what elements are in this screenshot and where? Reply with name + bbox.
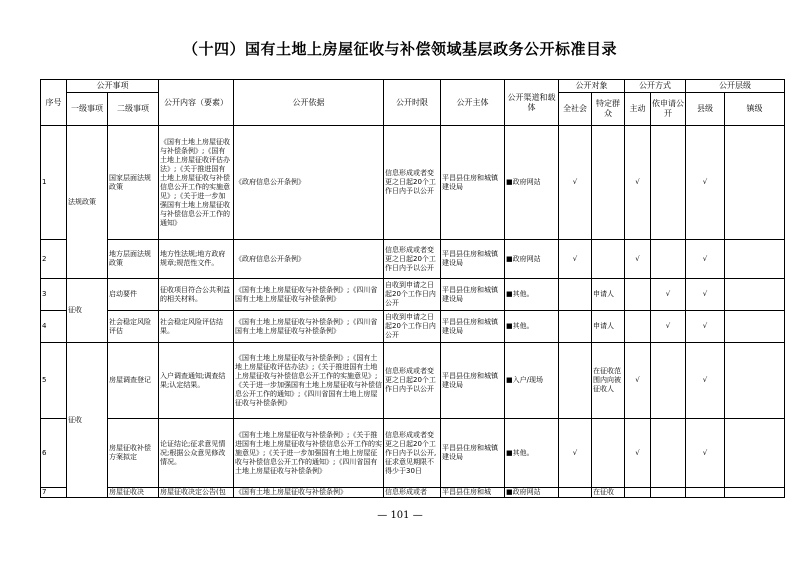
row-active bbox=[625, 279, 651, 311]
table-row bbox=[41, 279, 785, 311]
header-level1: 一级事项 bbox=[67, 93, 108, 126]
row-subject: 平昌县住房和城镇建设局 bbox=[441, 343, 505, 419]
row-time: 信息形成或者 bbox=[384, 488, 441, 498]
row-channel: ■政府网站 bbox=[505, 488, 559, 498]
table-row bbox=[41, 488, 785, 498]
page-title: （十四）国有土地上房屋征收与补偿领域基层政务公开标准目录 bbox=[182, 40, 617, 58]
header-subject: 公开主体 bbox=[441, 80, 505, 126]
row-content: 《国有土地上房屋征收与补偿条例》;《国有土地上房屋征收评估办法》;《关于推进国有土地上房屋征收与补偿信息公开工作的实施意见》;《关于进一步加强国有土地上房屋征收与补偿信息公开工作的通知》 bbox=[159, 126, 234, 240]
row-basis: 《政府信息公开条例》 bbox=[234, 126, 384, 240]
check-county: √ bbox=[686, 240, 725, 279]
group-levy-a: 征收 bbox=[67, 279, 108, 343]
row-subject: 平昌县住房和城 bbox=[441, 488, 505, 498]
row-level2: 国家层面法规政策 bbox=[108, 126, 159, 240]
header-time: 公开时限 bbox=[384, 80, 441, 126]
row-subject: 平昌县住房和城镇建设局 bbox=[441, 279, 505, 311]
header-channel: 公开渠道和载体 bbox=[505, 80, 559, 126]
row-request bbox=[651, 488, 686, 498]
row-basis: 《国有土地上房屋征收与补偿条例》 bbox=[234, 488, 384, 498]
row-content: 入户调查通知;调查结果;认定结果。 bbox=[159, 343, 234, 419]
header-active: 主动 bbox=[625, 93, 651, 126]
row-all bbox=[559, 343, 592, 419]
row-specific: 申请人 bbox=[592, 279, 625, 311]
row-basis: 《国有土地上房屋征收与补偿条例》;《关于推进国有土地上房屋征收与补偿信息公开工作的实施意见》;《关于进一步加强国有土地上房屋征收与补偿信息公开工作的通知》;《四川省国有土地上房屋征收与补偿条例》 bbox=[234, 419, 384, 488]
row-request bbox=[651, 126, 686, 240]
row-content: 征收项目符合公共利益的相关材料。 bbox=[159, 279, 234, 311]
row-request bbox=[651, 343, 686, 419]
row-time: 信息形成或者变更之日起20个工作日内予以公开,征求意见期限不得少于30日 bbox=[384, 419, 441, 488]
row-subject: 平昌县住房和城镇建设局 bbox=[441, 419, 505, 488]
group-regulation: 法规政策 bbox=[67, 126, 108, 279]
header-basis: 公开依据 bbox=[234, 80, 384, 126]
row-town bbox=[725, 343, 785, 419]
row-channel: ■其他。 bbox=[505, 419, 559, 488]
row-time: 信息形成或者变更之日起20个工作日内予以公开 bbox=[384, 343, 441, 419]
check-all: √ bbox=[559, 419, 592, 488]
row-town bbox=[725, 126, 785, 240]
row-time: 自收到申请之日起20个工作日内公开 bbox=[384, 311, 441, 343]
row-time: 信息形成或者变更之日起20个工作日内予以公开 bbox=[384, 240, 441, 279]
check-request: √ bbox=[651, 311, 686, 343]
row-town bbox=[725, 311, 785, 343]
table-row bbox=[41, 126, 785, 240]
check-all: √ bbox=[559, 240, 592, 279]
row-seq: 3 bbox=[41, 279, 67, 311]
row-request bbox=[651, 419, 686, 488]
row-specific bbox=[592, 240, 625, 279]
row-specific: 在征收范围内向被征收人 bbox=[592, 343, 625, 419]
row-seq: 2 bbox=[41, 240, 67, 279]
header-specific: 特定群众 bbox=[592, 93, 625, 126]
row-channel: ■入户/现场 bbox=[505, 343, 559, 419]
row-seq: 1 bbox=[41, 126, 67, 240]
row-active bbox=[625, 311, 651, 343]
header-target: 公开对象 bbox=[559, 80, 625, 93]
row-subject: 平昌县住房和城镇建设局 bbox=[441, 126, 505, 240]
row-subject: 平昌县住房和城镇建设局 bbox=[441, 311, 505, 343]
row-basis: 《国有土地上房屋征收与补偿条例》;《国有土地上房屋征收评估办法》;《关于推进国有土地上房屋征收与补偿信息公开工作的实施意见》;《关于进一步加强国有土地上房屋征收与补偿信息公开工作的通知》;《四川省国有土地上房屋征收与补偿条例》 bbox=[234, 343, 384, 419]
row-level2: 启动要件 bbox=[108, 279, 159, 311]
row-specific bbox=[592, 419, 625, 488]
page-number: — 101 — bbox=[377, 510, 423, 521]
check-active: √ bbox=[625, 240, 651, 279]
row-channel: ■其他。 bbox=[505, 311, 559, 343]
header-level2: 二级事项 bbox=[108, 93, 159, 126]
row-request bbox=[651, 240, 686, 279]
row-level2: 房屋调查登记 bbox=[108, 343, 159, 419]
catalog-table bbox=[40, 79, 785, 498]
row-content: 论证结论;征求意见情况;根据公众意见修改情况。 bbox=[159, 419, 234, 488]
row-specific bbox=[592, 126, 625, 240]
header-all: 全社会 bbox=[559, 93, 592, 126]
row-channel: ■政府网站 bbox=[505, 240, 559, 279]
check-active: √ bbox=[625, 126, 651, 240]
check-all: √ bbox=[559, 126, 592, 240]
row-time: 信息形成或者变更之日起20个工作日内予以公开 bbox=[384, 126, 441, 240]
header-request: 依申请公开 bbox=[651, 93, 686, 126]
check-active: √ bbox=[625, 419, 651, 488]
header-county: 县级 bbox=[686, 93, 725, 126]
header-content: 公开内容（要素） bbox=[159, 80, 234, 126]
header-items: 公开事项 bbox=[67, 80, 159, 93]
row-level2: 房屋征收决 bbox=[108, 488, 159, 498]
row-specific: 申请人 bbox=[592, 311, 625, 343]
group-levy-b: 征收 bbox=[67, 343, 108, 498]
row-active bbox=[625, 488, 651, 498]
row-level2: 地方层面法规政策 bbox=[108, 240, 159, 279]
row-seq: 5 bbox=[41, 343, 67, 419]
table-row bbox=[41, 419, 785, 488]
row-county bbox=[686, 488, 725, 498]
header-town: 镇级 bbox=[725, 93, 785, 126]
header-seq: 序号 bbox=[41, 80, 67, 126]
row-all bbox=[559, 279, 592, 311]
check-county: √ bbox=[686, 126, 725, 240]
row-town bbox=[725, 240, 785, 279]
check-county: √ bbox=[686, 419, 725, 488]
row-all bbox=[559, 488, 592, 498]
row-all bbox=[559, 311, 592, 343]
check-county: √ bbox=[686, 279, 725, 311]
header-method: 公开方式 bbox=[625, 80, 686, 93]
row-basis: 《国有土地上房屋征收与补偿条例》;《四川省国有土地上房屋征收与补偿条例》 bbox=[234, 311, 384, 343]
row-channel: ■政府网站 bbox=[505, 126, 559, 240]
check-active: √ bbox=[625, 343, 651, 419]
row-subject: 平昌县住房和城镇建设局 bbox=[441, 240, 505, 279]
row-specific: 在征收 bbox=[592, 488, 625, 498]
row-level2: 社会稳定风险评估 bbox=[108, 311, 159, 343]
row-seq: 6 bbox=[41, 419, 67, 488]
row-town bbox=[725, 419, 785, 488]
check-county: √ bbox=[686, 311, 725, 343]
row-town bbox=[725, 488, 785, 498]
row-content: 房屋征收决定公告(包 bbox=[159, 488, 234, 498]
row-seq: 7 bbox=[41, 488, 67, 498]
table-row bbox=[41, 311, 785, 343]
row-basis: 《政府信息公开条例》 bbox=[234, 240, 384, 279]
row-basis: 《国有土地上房屋征收与补偿条例》;《四川省国有土地上房屋征收与补偿条例》 bbox=[234, 279, 384, 311]
table-row bbox=[41, 343, 785, 419]
check-county: √ bbox=[686, 343, 725, 419]
table-row bbox=[41, 240, 785, 279]
row-channel: ■其他。 bbox=[505, 279, 559, 311]
check-request: √ bbox=[651, 279, 686, 311]
row-time: 自收到申请之日起20个工作日内公开 bbox=[384, 279, 441, 311]
row-content: 社会稳定风险评估结果。 bbox=[159, 311, 234, 343]
row-content: 地方性法规;地方政府规章;规范性文件。 bbox=[159, 240, 234, 279]
row-town bbox=[725, 279, 785, 311]
row-level2: 房屋征收补偿方案拟定 bbox=[108, 419, 159, 488]
header-level: 公开层级 bbox=[686, 80, 785, 93]
row-seq: 4 bbox=[41, 311, 67, 343]
